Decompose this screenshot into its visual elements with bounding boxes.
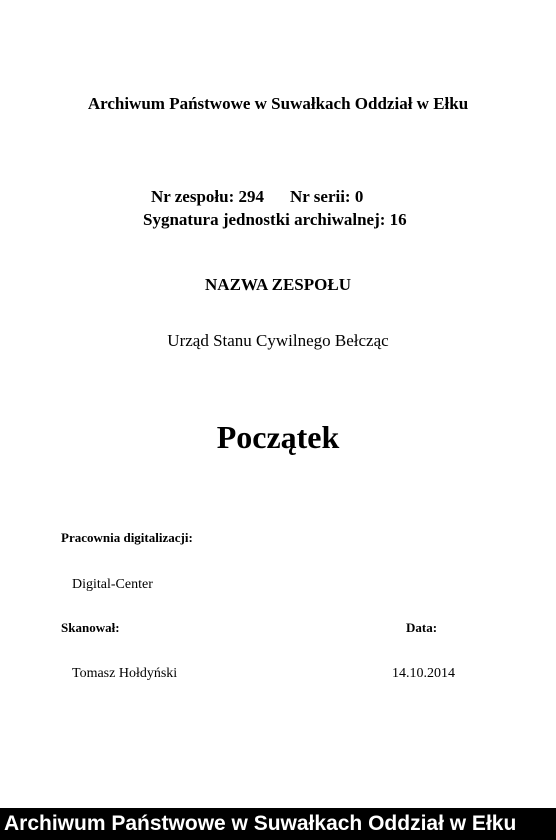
fond-name: Urząd Stanu Cywilnego Bełcząc [167,331,389,350]
fond-number: Nr zespołu: 294 [151,187,265,206]
archive-title: Archiwum Państwowe w Suwałkach Oddział w Ełku [87,94,469,113]
date-label: Data: [406,620,438,635]
main-title: Początek [216,419,340,455]
series-number: Nr serii: 0 [290,187,364,206]
footer-bar [0,808,556,840]
footer-text: Archiwum Państwowe w Suwałkach Oddział w Ełku [4,812,517,835]
date-value: 14.10.2014 [392,666,455,681]
fond-heading: NAZWA ZESPOŁU [205,275,351,294]
digitization-lab-label: Pracownia digitalizacji: [61,530,193,545]
scanned-by-label: Skanował: [61,620,120,635]
archival-unit-signature: Sygnatura jednostki archiwalnej: 16 [143,210,407,229]
digitization-lab-value: Digital-Center [72,577,153,592]
fond-series-line [151,187,363,207]
scanned-by-value: Tomasz Hołdyński [72,666,178,681]
